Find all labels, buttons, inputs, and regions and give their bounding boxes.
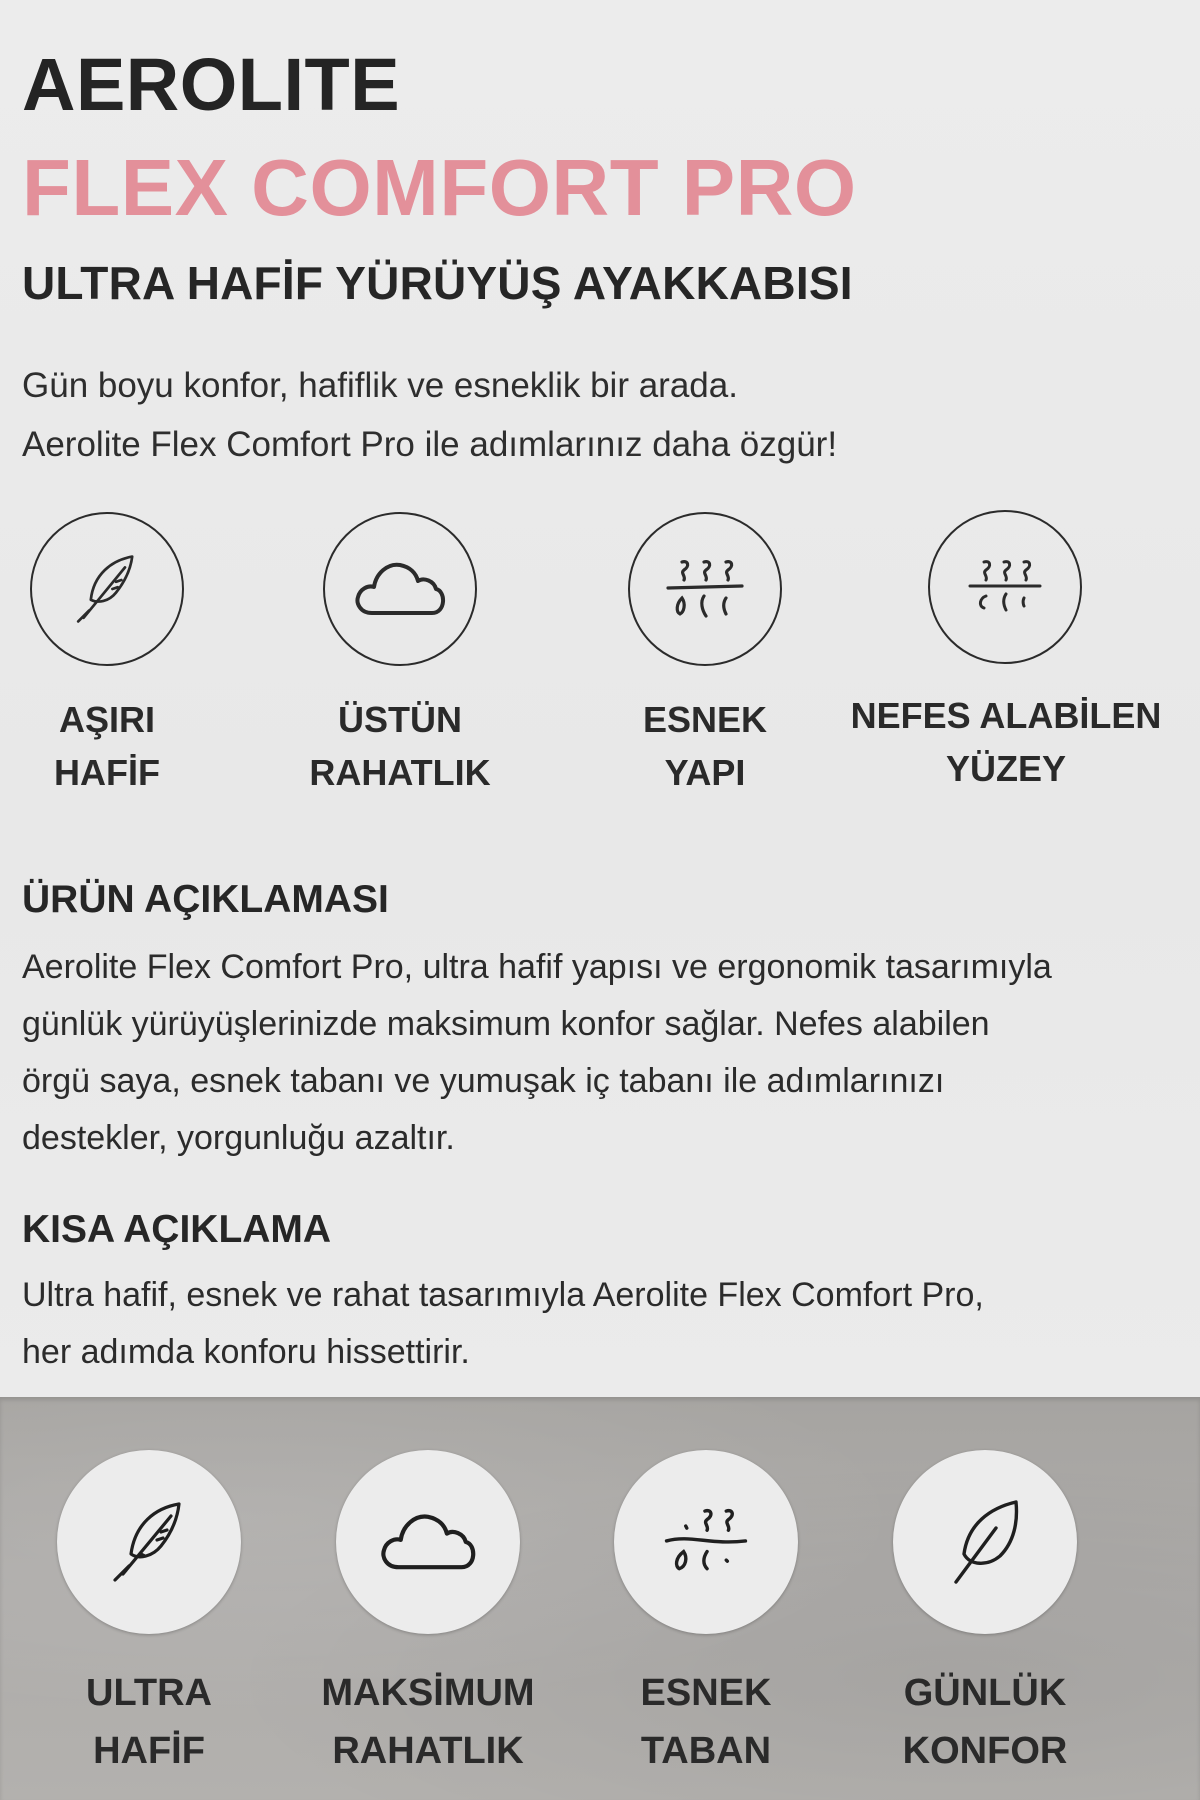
banner-label-line-2: KONFOR [902,1730,1068,1772]
banner-label-line-1: GÜNLÜK [903,1672,1067,1714]
brand-title: AEROLITE [22,43,401,126]
model-title: FLEX COMFORT PRO [22,143,857,232]
description-line-4: destekler, yorgunluğu azaltır. [22,1119,455,1157]
banner-label-line-1: ESNEK [640,1672,772,1714]
feature-label-line-1: AŞIRI [58,699,155,740]
banner-label-line-2: RAHATLIK [332,1730,524,1772]
description-line-3: örgü saya, esnek tabanı ve yumuşak iç tabanı ile adımlarınızı [22,1062,945,1100]
feature-label-line-1: ÜSTÜN [338,699,462,740]
breathable-waves-icon [928,510,1082,664]
banner-label-line-1: ULTRA [86,1672,212,1714]
flex-waves-icon [628,512,782,666]
description-title: ÜRÜN AÇIKLAMASI [22,878,389,921]
description-line-1: Aerolite Flex Comfort Pro, ultra hafif yapısı ve ergonomik tasarımıyla [22,948,1052,986]
short-description-title: KISA AÇIKLAMA [22,1208,332,1251]
feature-label-line-2: HAFİF [54,752,160,793]
banner-label-line-2: TABAN [640,1730,772,1772]
cloud-icon [336,1450,520,1634]
flex-sole-icon [614,1450,798,1634]
banner-label-line-2: HAFİF [93,1730,205,1772]
feature-label-line-2: YÜZEY [945,748,1067,789]
product-subtitle: ULTRA HAFİF YÜRÜYÜŞ AYAKKABISI [22,257,853,309]
feature-label-line-2: YAPI [664,752,746,793]
cloud-icon [323,512,477,666]
leaf-icon [893,1450,1077,1634]
intro-line-1: Gün boyu konfor, hafiflik ve esneklik bir arada. [22,366,738,405]
intro-line-2: Aerolite Flex Comfort Pro ile adımlarınız daha özgür! [22,425,838,464]
feature-label-line-1: ESNEK [642,699,768,740]
feature-label-line-1: NEFES ALABİLEN [850,695,1162,736]
description-line-2: günlük yürüyüşlerinizde maksimum konfor sağlar. Nefes alabilen [22,1005,990,1043]
feature-banner [0,1397,1200,1800]
short-description-line-1: Ultra hafif, esnek ve rahat tasarımıyla Aerolite Flex Comfort Pro, [22,1276,984,1314]
banner-label-line-1: MAKSİMUM [321,1672,535,1714]
feather-icon [30,512,184,666]
feature-label-line-2: RAHATLIK [309,752,491,793]
short-description-line-2: her adımda konforu hissettirir. [22,1333,470,1371]
feather-icon [57,1450,241,1634]
